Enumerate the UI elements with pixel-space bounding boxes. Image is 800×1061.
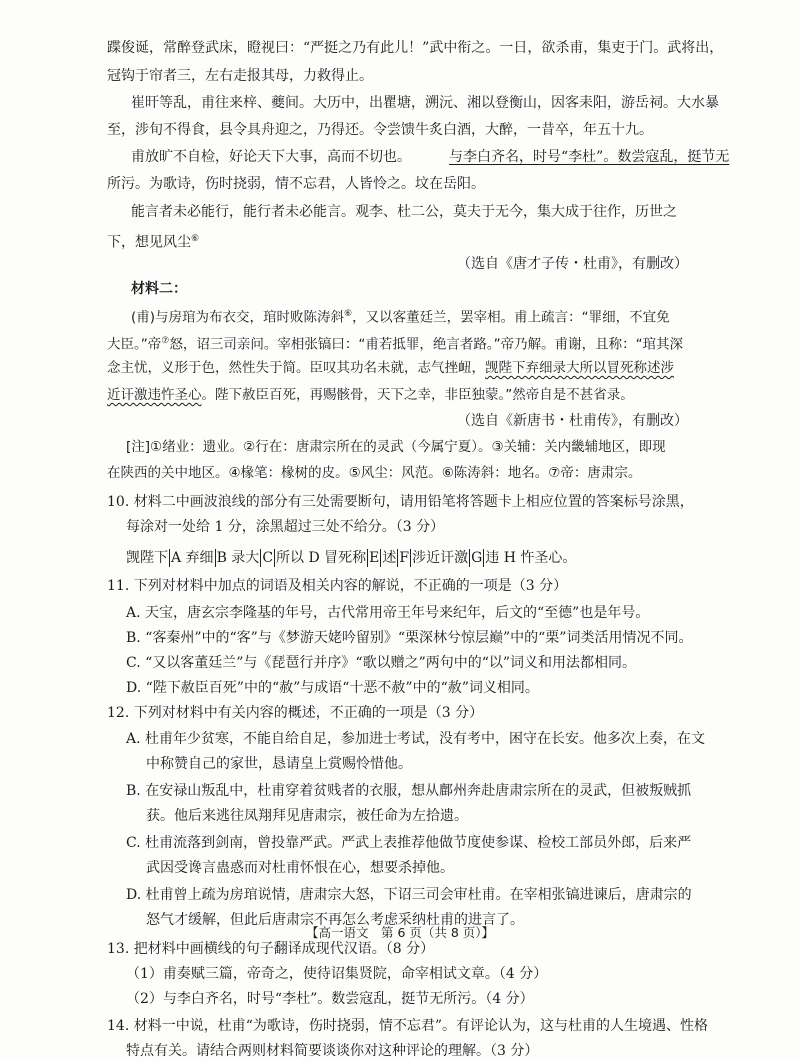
break-segment: 所以 D 冒死称 [276, 550, 367, 566]
q13-sentence-text: （1）甫奏赋三篇，帝奇之，使待诏集贤院，命宰相试文章。（4 分） [126, 966, 548, 982]
footnote-mark: ⑦ [161, 336, 170, 346]
question-13-text: 13. 把材料中画横线的句子翻译成现代汉语。（8 分） [107, 941, 435, 957]
break-segment: B 录大 [216, 550, 260, 566]
q12-option-text: C. 杜甫流落到剑南，曾投靠严武。严武上表推荐他做节度使参谋、检校工部员外郎，后来严 [126, 835, 692, 851]
q11-option-text: C. “又以客董廷兰”与《琵琶行并序》“歌以赠之”两句中的“以”词义和用法都相同。 [126, 655, 637, 671]
break-segment: 违 H 忤圣心。 [485, 550, 577, 566]
q12-option-cont-text: 武因受谗言蛊惑而对杜甫怀恨在心，想要杀掉他。 [146, 860, 454, 876]
break-segment: 涉近讦激 [412, 550, 469, 566]
break-segment: G [471, 550, 483, 566]
q12-option-text: A. 杜甫年少贫寒，不能自给自足，参加进士考试，没有考中，困守在长安。他多次上奏，在文 [126, 731, 706, 747]
underlined-sentence-2a: 与李白齐名，时号“李杜”。数尝寇乱，挺节无 [449, 149, 730, 165]
footnote-mark: ⑥ [344, 309, 353, 319]
page-footer: 【高一语文 第 6 页（共 8 页）】 [305, 925, 495, 940]
break-segment: 觊陛下 [126, 550, 168, 566]
question-14-line-text: 特点有关。请结合两则材料简要谈谈你对这种评论的理解。（3 分） [126, 1043, 539, 1059]
question-11-text: 11. 下列对材料中加点的词语及相关内容的解说，不正确的一项是（3 分） [107, 578, 568, 594]
break-segment: E [369, 550, 380, 566]
q12-option-cont-text: 获。他后来逃往凤翔拜见唐肃宗，被任命为左拾遗。 [146, 808, 468, 824]
wavy-underlined-passage: 近讦激违忤圣心 [107, 387, 202, 403]
footnote-mark: ⑥ [191, 234, 200, 244]
break-segment: A 弃细 [171, 550, 214, 566]
q12-option-cont-text: 怒气才缓解，但此后唐肃宗不再怎么考虑采纳杜甫的进言了。 [146, 912, 524, 928]
break-segment: 述 [382, 550, 397, 566]
break-segment: C [262, 550, 274, 566]
question-14-text: 14. 材料一中说，杜甫“为歌诗，伤时挠弱，情不忘君”。有评论认为，这与杜甫的人生境遇、性格 [107, 1018, 709, 1034]
q11-option-text: D. “陛下赦臣百死”中的“赦”与成语“十恶不赦”中的“赦”词义相同。 [126, 680, 539, 696]
q13-sentence-text: （2）与李白齐名，时号“李杜”。数尝寇乱，挺节无所污。（4 分） [126, 991, 534, 1007]
question-12-text: 12. 下列对材料中有关内容的概述，不正确的一项是（3 分） [107, 705, 484, 721]
source-citation-1: （选自《唐才子传・杜甫》，有删改） [457, 256, 688, 272]
questions-layer: 10. 材料二中画波浪线的部分有三处需要断句，请用铅笔将答题卡上相应位置的答案标号涂黑， 每涂对一处给 1 分，涂黑超过三处不给分。（3 分） 觊陛下 A 弃细 B 录大 C 所以 D 冒死称 E 述 F 涉近讦激 G 违 H 忤圣心。 11. 下列对材料中加点的词语及相关内容的解说，不正确的一项是（3 分） A. 天宝，唐玄宗李隆基的年号，古代常用帝王年号来纪年，后文的“至德”也是年号。 B. “客秦州”中的“客”与《梦游天姥吟留别》“栗深林兮惊层巅”中的“栗”词类活用情况不同。 C. “又以客董廷兰”与《琵琶行并序》“歌以赠之”两句中的“以”词义和用法都相同。 D. “陛下赦臣百死”中的“赦”与成语“十恶不赦”中的“赦”词义相同。 12. 下列对材料中有关内容的概述，不正确的一项是（3 分） A. 杜甫年少贫寒，不能自给自足，参加进士考试，没有考中，困守在长安。他多次上奏，在文 中称赞自己的家世，恳请皇上赏赐怜惜他。 B. 在安禄山叛乱中，杜甫穿着贫贱者的衣服，想从鄜州奔赴唐肃宗所在的灵武，但被叛贼抓 获。他后来逃往凤翔拜见唐肃宗，被任命为左拾遗。 C. 杜甫流落到剑南，曾投靠严武。严武上表推荐他做节度使参谋、检校工部员外郎，后来严 武因受谗言蛊惑而对杜甫怀恨在心，想要杀掉他。 D. 杜甫曾上疏为房琯说情，唐肃宗大怒，下诏三司会审杜甫。在宰相张镐进谏后，唐肃宗的 怒气才缓解，但此后唐肃宗不再怎么考虑采纳杜甫的进言了。 13. 把材料中画横线的句子翻译成现代汉语。（8 分） （1）甫奏赋三篇，帝奇之，使待诏集贤院，命宰相试文章。（4 分） （2）与李白齐名，时号“李杜”。数尝寇乱，挺节无所污。（4 分） 14. 材料一中说，杜甫“为歌诗，伤时挠弱，情不忘君”。有评论认为，这与杜甫的人生境遇、性格 特点有关。请结合两则材料简要谈谈你对这种评论的理解。（3 分） [107, 494, 709, 1059]
exam-page: 蹀俊诞，常醉登武床，瞪视曰：“严挺之乃有此儿！”武中衔之。一日，欲杀甫，集吏于门。武将出， 冠钩于帘者三，左右走报其母，力救得止。 崔旰等乱，甫往来梓、夔间。大历中，出瞿塘，溯沅、湘以登衡山，因客耒阳，游岳祠。大水暴 至，涉旬不得食，县令具舟迎之，乃得还。令尝馈牛炙白酒，大醉，一昔卒，年五十九。 甫放旷不自检，好论天下大事，高而不切也。 与李白齐名，时号“李杜”。数尝寇乱，挺节无 所污。为歌诗，伤时挠弱，情不忘君，人皆怜之。坟在岳阳。 能言者未必能行，能行者未必能言。观李、杜二公，莫夫于无今，集大成于往作，历世之 下，想见风尘⑥ （选自《唐才子传・杜甫》，有删改） 材料二： (甫)与房琯为布衣交，琯时败陈涛斜⑥，又以客董廷兰，罢宰相。甫上疏言：“罪细，不宜免 大臣。”帝⑦怒，诏三司亲问。宰相张镐曰：“甫若抵罪，绝言者路。”帝乃解。甫谢，且称：“琯其深 念主忧，义形于色，然性失于简。臣叹其功名未就，志气挫衄，觊陛下弃细录大所以冒死称述涉 近讦激违忤圣心。陛下赦臣百死，再赐骸骨，天下之幸，非臣独蒙。”然帝自是不甚省录。 （选自《新唐书・杜甫传》，有删改） [注]①绪业：遗业。②行在：唐肃宗所在的灵武（今属宁夏）。③关辅：关内畿辅地区，即现 在陕西的关中地区。④椽笔：椽树的皮。⑤风尘：风范。⑥陈涛斜：地名。⑦帝：唐肃宗。 [107, 40, 730, 481]
q12-option-text: B. 在安禄山叛乱中，杜甫穿着贫贱者的衣服，想从鄜州奔赴唐肃宗所在的灵武，但被叛贼抓 [126, 783, 692, 799]
q12-option-text: D. 杜甫曾上疏为房琯说情，唐肃宗大怒，下诏三司会审杜甫。在宰相张镐进谏后，唐肃宗的 [126, 887, 692, 903]
source-citation-2: （选自《新唐书・杜甫传》，有删改） [457, 413, 688, 429]
q11-option-text: A. 天宝，唐玄宗李隆基的年号，古代常用帝王年号来纪年，后文的“至德”也是年号。 [126, 605, 650, 621]
q12-option-cont-text: 中称赞自己的家世，恳请皇上赏赐怜惜他。 [146, 756, 412, 772]
break-segment: F [399, 550, 410, 566]
wavy-underlined-passage: 觊陛下弃细录大所以冒死称述涉 [485, 360, 674, 376]
q11-option-text: B. “客秦州”中的“客”与《梦游天姥吟留别》“栗深林兮惊层巅”中的“栗”词类活用情况不同。 [126, 630, 693, 646]
